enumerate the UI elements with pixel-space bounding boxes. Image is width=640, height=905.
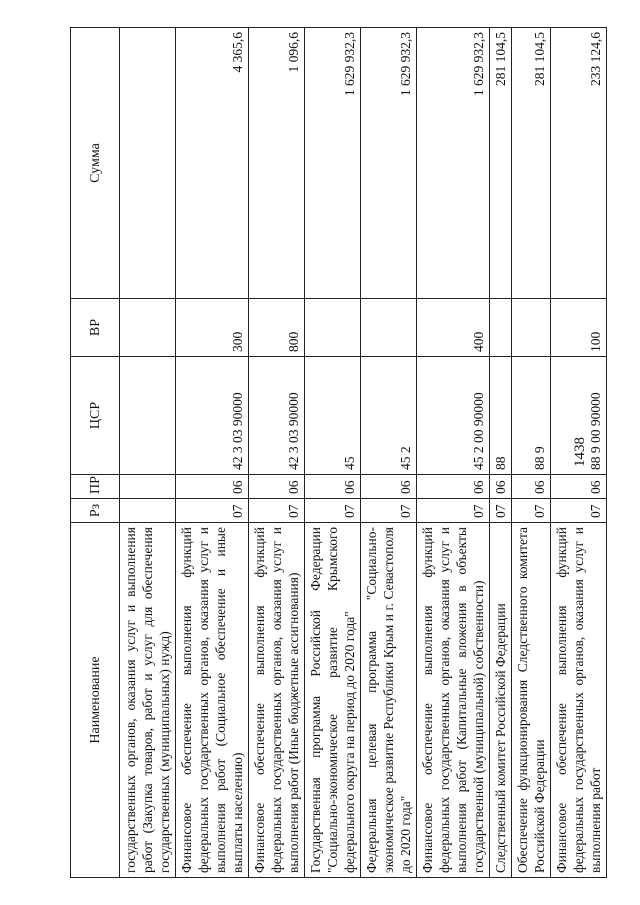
row-vr: 400 [417,299,490,357]
row-sum [120,28,176,299]
row-name: Финансовое обеспечение выполнения функций федеральных государственных органов, оказания услуг и выполнения работ (Социальное обеспечение и иные выплаты населению) [176,523,249,878]
row-sum: 1 629 932,3 [417,28,490,299]
row-vr [120,299,176,357]
row-csr: 88 9 00 90000 [551,357,607,475]
table-row [305,28,361,878]
row-pr: 06 [417,475,490,499]
row-csr: 42 3 03 90000 [249,357,305,475]
header-pr: ПР [71,475,120,499]
page-number: 1438 [572,437,588,467]
row-csr: 42 3 03 90000 [176,357,249,475]
row-name: Финансовое обеспечение выполнения функций федеральных государственных органов, оказания услуг и выполнения работ (Иные бюджетные ассигнования) [249,523,305,878]
row-name: Следственный комитет Российской Федерации [490,523,512,878]
row-rz: 07 [176,499,249,523]
table-row [176,28,249,878]
header-sum: Сумма [71,28,120,299]
row-name: Финансовое обеспечение выполнения функций федеральных государственных органов, оказания услуг и выполнения работ (Капитальные вложения в объекты государственной (муниципальной) собственности) [417,523,490,878]
table-row [490,28,512,878]
table-row [361,28,417,878]
row-pr: 06 [249,475,305,499]
row-pr: 06 [361,475,417,499]
row-vr [490,299,512,357]
row-name: Федеральная целевая программа "Социально-экономическое развитие Республики Крым и г. Севастополя до 2020 года" [361,523,417,878]
row-pr: 06 [176,475,249,499]
row-name: Государственная программа Российской Федерации "Социально-экономическое развитие Крымского федерального округа на период до 2020 года" [305,523,361,878]
table-row [551,28,607,878]
row-sum: 1 096,6 [249,28,305,299]
row-pr: 06 [512,475,551,499]
row-rz: 07 [361,499,417,523]
row-vr: 800 [249,299,305,357]
row-sum: 233 124,6 [551,28,607,299]
row-sum: 4 365,6 [176,28,249,299]
table-row [417,28,490,878]
row-name: Финансовое обеспечение выполнения функций федеральных государственных органов, оказания услуг и выполнения работ [551,523,607,878]
row-pr: 06 [551,475,607,499]
row-pr: 06 [490,475,512,499]
table-row [249,28,305,878]
table-body [120,28,607,878]
row-csr [120,357,176,475]
row-vr [361,299,417,357]
table-row [512,28,551,878]
budget-table [70,27,607,878]
row-rz: 07 [551,499,607,523]
row-sum: 281 104,5 [512,28,551,299]
row-csr: 45 2 [361,357,417,475]
header-name: Наименование [71,523,120,878]
row-sum: 281 104,5 [490,28,512,299]
row-csr: 45 [305,357,361,475]
row-rz: 07 [249,499,305,523]
row-rz [120,499,176,523]
row-vr: 300 [176,299,249,357]
row-pr: 06 [305,475,361,499]
row-rz: 07 [512,499,551,523]
rotated-table-container [70,28,603,878]
row-sum: 1 629 932,3 [361,28,417,299]
row-vr [305,299,361,357]
header-vr: ВР [71,299,120,357]
row-name: Обеспечение функционирования Следственного комитета Российской Федерации [512,523,551,878]
table-header-row [71,28,120,878]
row-csr: 88 9 [512,357,551,475]
row-vr: 100 [551,299,607,357]
row-csr: 88 [490,357,512,475]
row-name: государственных органов, оказания услуг и выполнения работ (Закупка товаров, работ и услуг для обеспечения государственных (муниципальных) нужд) [120,523,176,878]
row-rz: 07 [417,499,490,523]
row-pr [120,475,176,499]
row-csr: 45 2 00 90000 [417,357,490,475]
table-row [120,28,176,878]
header-csr: ЦСР [71,357,120,475]
row-sum: 1 629 932,3 [305,28,361,299]
header-rz: Рз [71,499,120,523]
row-rz: 07 [305,499,361,523]
row-rz: 07 [490,499,512,523]
row-vr [512,299,551,357]
